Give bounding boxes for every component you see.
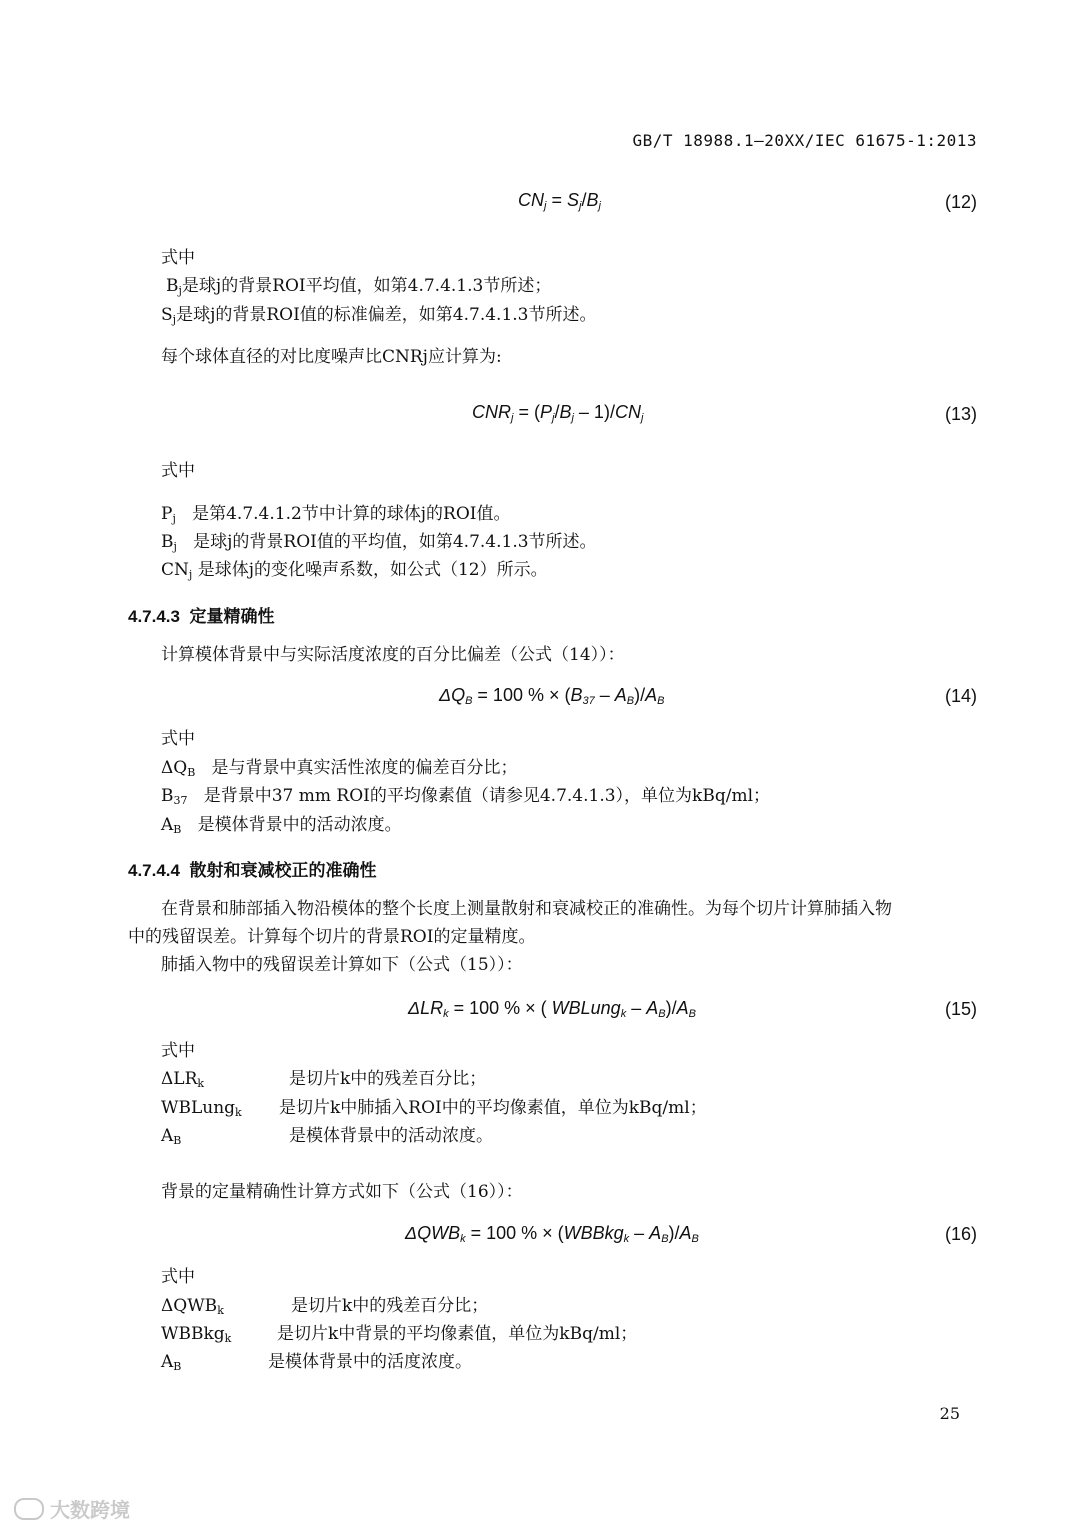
where-item-bj: $B_j$是球j的背景ROI平均值，如第4.7.4.1.3节所述； <box>166 276 552 297</box>
where-item-ab: $A_B$ <box>161 1352 182 1373</box>
watermark-logo: 大数跨境 <box>14 1494 130 1523</box>
paragraph: 中的残留误差。计算每个切片的背景ROI的定量精度。 <box>128 927 536 947</box>
cnr-intro: 每个球体直径的对比度噪声比CNRj应计算为: <box>161 347 502 367</box>
equation-14-number: (14) <box>944 686 977 706</box>
section-heading-4744: 4.7.4.4 散射和衰减校正的准确性 <box>128 861 377 880</box>
where-item-pj: $P_j$ 是第4.7.4.1.2节中计算的球体j的ROI值。 <box>161 504 511 525</box>
where-label: 式中 <box>161 248 195 268</box>
where-desc-ab: 是模体背景中的活动浓度。 <box>289 1126 493 1146</box>
equation-13: $CNR_j = (P_j/B_j - 1)/CN_j$ <box>472 402 644 424</box>
where-label: 式中 <box>161 1041 195 1061</box>
where-item-dqwbk: $\Delta QWB_k$ <box>161 1296 224 1317</box>
where-label: 式中 <box>161 729 195 749</box>
standard-code: GB/T 18988.1—20XX/IEC 61675-1:2013 <box>632 131 977 150</box>
where-label: 式中 <box>161 1267 195 1287</box>
equation-15-number: (15) <box>944 999 977 1019</box>
equation-16-number: (16) <box>944 1224 977 1244</box>
equation-12: $CN_j = S_j/B_j$ <box>518 190 601 212</box>
equation-13-number: (13) <box>944 404 977 424</box>
where-item-ab: $A_B$ 是模体背景中的活动浓度。 <box>161 815 402 836</box>
where-item-wbbkgk: WBBkg$_k$ <box>161 1324 232 1345</box>
watermark-icon <box>14 1498 44 1520</box>
where-item-ab: $A_B$ <box>161 1126 182 1147</box>
where-desc-ab: 是模体背景中的活度浓度。 <box>268 1352 472 1372</box>
where-item-cnj: $CN_j$ 是球体j的变化噪声系数，如公式（12）所示。 <box>161 560 548 581</box>
where-item-wblungk: WBLung$_k$ <box>161 1098 242 1119</box>
where-item-b37: $B_{37}$ 是背景中37 mm ROI的平均像素值（请参见4.7.4.1.3），单位为kBq/ml； <box>161 786 771 807</box>
equation-15: $\Delta LR_k = 100$ % × ( WBLung$_k$ – $A_B)/A_B$ <box>408 998 696 1020</box>
where-desc-wblungk: 是切片k中肺插入ROI中的平均像素值，单位为kBq/ml； <box>279 1098 707 1118</box>
section-heading-4743: 4.7.4.3 定量精确性 <box>128 607 275 626</box>
paragraph: 背景的定量精确性计算方式如下（公式（16））： <box>161 1182 523 1202</box>
where-item-bj: $B_j$ 是球j的背景ROI值的平均值，如第4.7.4.1.3节所述。 <box>161 532 597 553</box>
paragraph: 肺插入物中的残留误差计算如下（公式（15））： <box>161 955 523 975</box>
equation-12-number: (12) <box>944 192 977 212</box>
paragraph: 在背景和肺部插入物沿模体的整个长度上测量散射和衰减校正的准确性。为每个切片计算肺插入物 <box>161 899 892 919</box>
where-label: 式中 <box>161 461 195 481</box>
page-number: 25 <box>939 1404 960 1423</box>
equation-14: $\Delta Q_B = 100$ % × $(B_{37} - A_B)/A_B$ <box>439 685 665 707</box>
where-desc-wbbkgk: 是切片k中背景的平均像素值，单位为kBq/ml； <box>277 1324 638 1344</box>
where-item-sj: $S_j$是球j的背景ROI值的标准偏差，如第4.7.4.1.3节所述。 <box>161 305 597 326</box>
where-desc-dlrk: 是切片k中的残差百分比； <box>289 1069 487 1089</box>
where-desc-dqwbk: 是切片k中的残差百分比； <box>291 1296 489 1316</box>
paragraph: 计算模体背景中与实际活度浓度的百分比偏差（公式（14））： <box>161 645 625 665</box>
where-item-dqb: $\Delta Q_B$ 是与背景中真实活性浓度的偏差百分比； <box>161 758 518 779</box>
where-item-dlrk: $\Delta LR_k$ <box>161 1069 205 1090</box>
equation-16: $\Delta QWB_k = 100$ % × (WBBkg$_k$ – $A_B)/A_B$ <box>405 1223 699 1245</box>
